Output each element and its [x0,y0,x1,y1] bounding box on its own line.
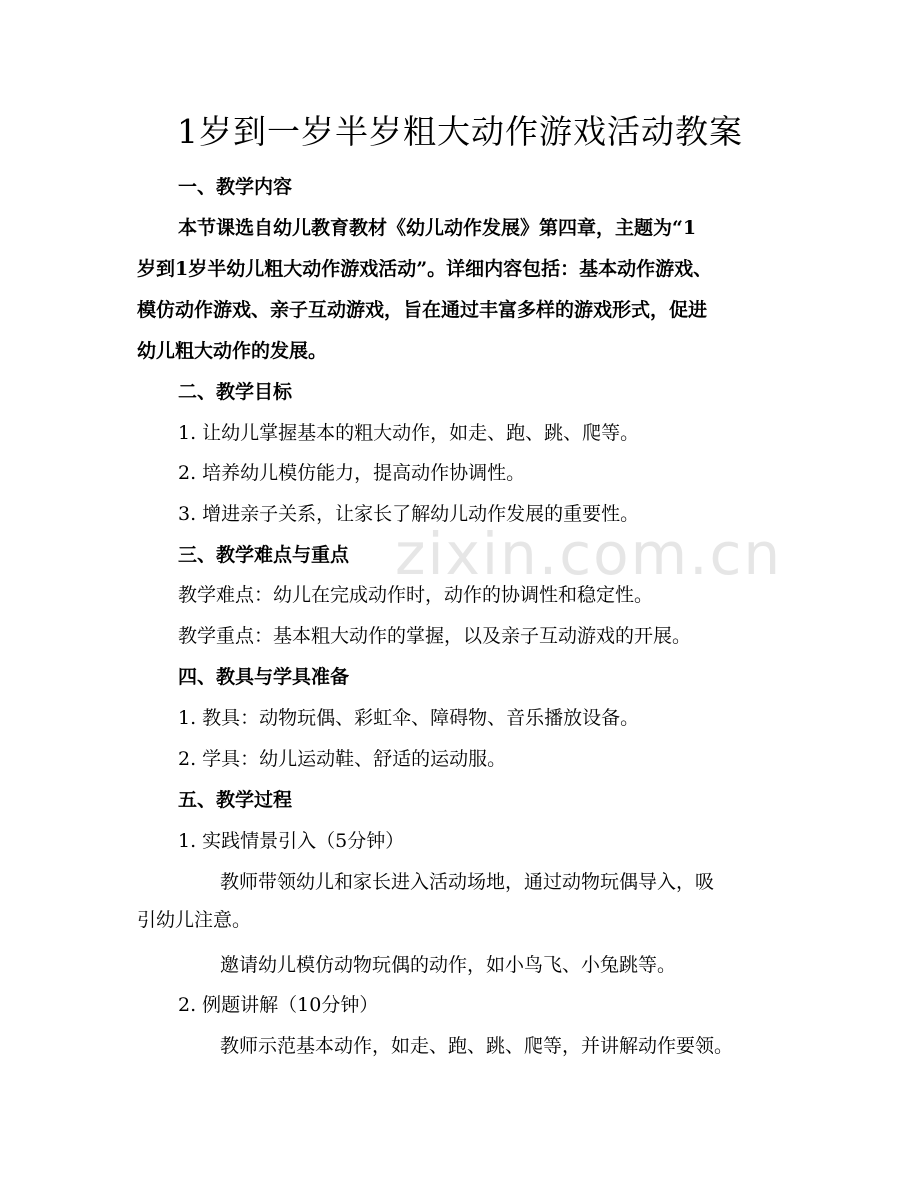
process-step-title: 1. 实践情景引入（5分钟） [178,830,405,852]
material-item: 2. 学具：幼儿运动鞋、舒适的运动服。 [178,748,507,770]
content-paragraph-line: 岁到1岁半幼儿粗大动作游戏活动”。详细内容包括：基本动作游戏、 [137,258,713,280]
content-paragraph-line: 本节课选自幼儿教育教材《幼儿动作发展》第四章，主题为“1 [178,217,697,239]
document-title: 1岁到一岁半岁粗大动作游戏活动教案 [177,112,743,151]
content-paragraph-line: 模仿动作游戏、亲子互动游戏，旨在通过丰富多样的游戏形式，促进 [137,299,708,321]
difficulty-text: 教学难点：幼儿在完成动作时，动作的协调性和稳定性。 [178,584,654,606]
process-step-title: 2. 例题讲解（10分钟） [178,994,379,1016]
goal-item: 3. 增进亲子关系，让家长了解幼儿动作发展的重要性。 [178,503,640,525]
key-point-text: 教学重点：基本粗大动作的掌握，以及亲子互动游戏的开展。 [178,625,692,647]
section-heading-materials: 四、教具与学具准备 [178,666,350,688]
process-step-text: 引幼儿注意。 [137,909,252,931]
section-heading-goals: 二、教学目标 [178,381,293,403]
watermark: zixin.com.cn [395,520,783,588]
goal-item: 2. 培养幼儿模仿能力，提高动作协调性。 [178,462,526,484]
section-heading-difficulties: 三、教学难点与重点 [178,544,350,566]
content-paragraph-line: 幼儿粗大动作的发展。 [137,340,328,362]
goal-item: 1. 让幼儿掌握基本的粗大动作，如走、跑、跳、爬等。 [178,422,640,444]
process-step-text: 邀请幼儿模仿动物玩偶的动作，如小鸟飞、小兔跳等。 [220,954,677,976]
section-heading-process: 五、教学过程 [178,789,293,811]
process-step-text: 教师带领幼儿和家长进入活动场地，通过动物玩偶导入，吸 [220,871,715,893]
process-step-text: 教师示范基本动作，如走、跑、跳、爬等，并讲解动作要领。 [220,1035,734,1057]
section-heading-content: 一、教学内容 [178,176,293,198]
material-item: 1. 教具：动物玩偶、彩虹伞、障碍物、音乐播放设备。 [178,707,640,729]
